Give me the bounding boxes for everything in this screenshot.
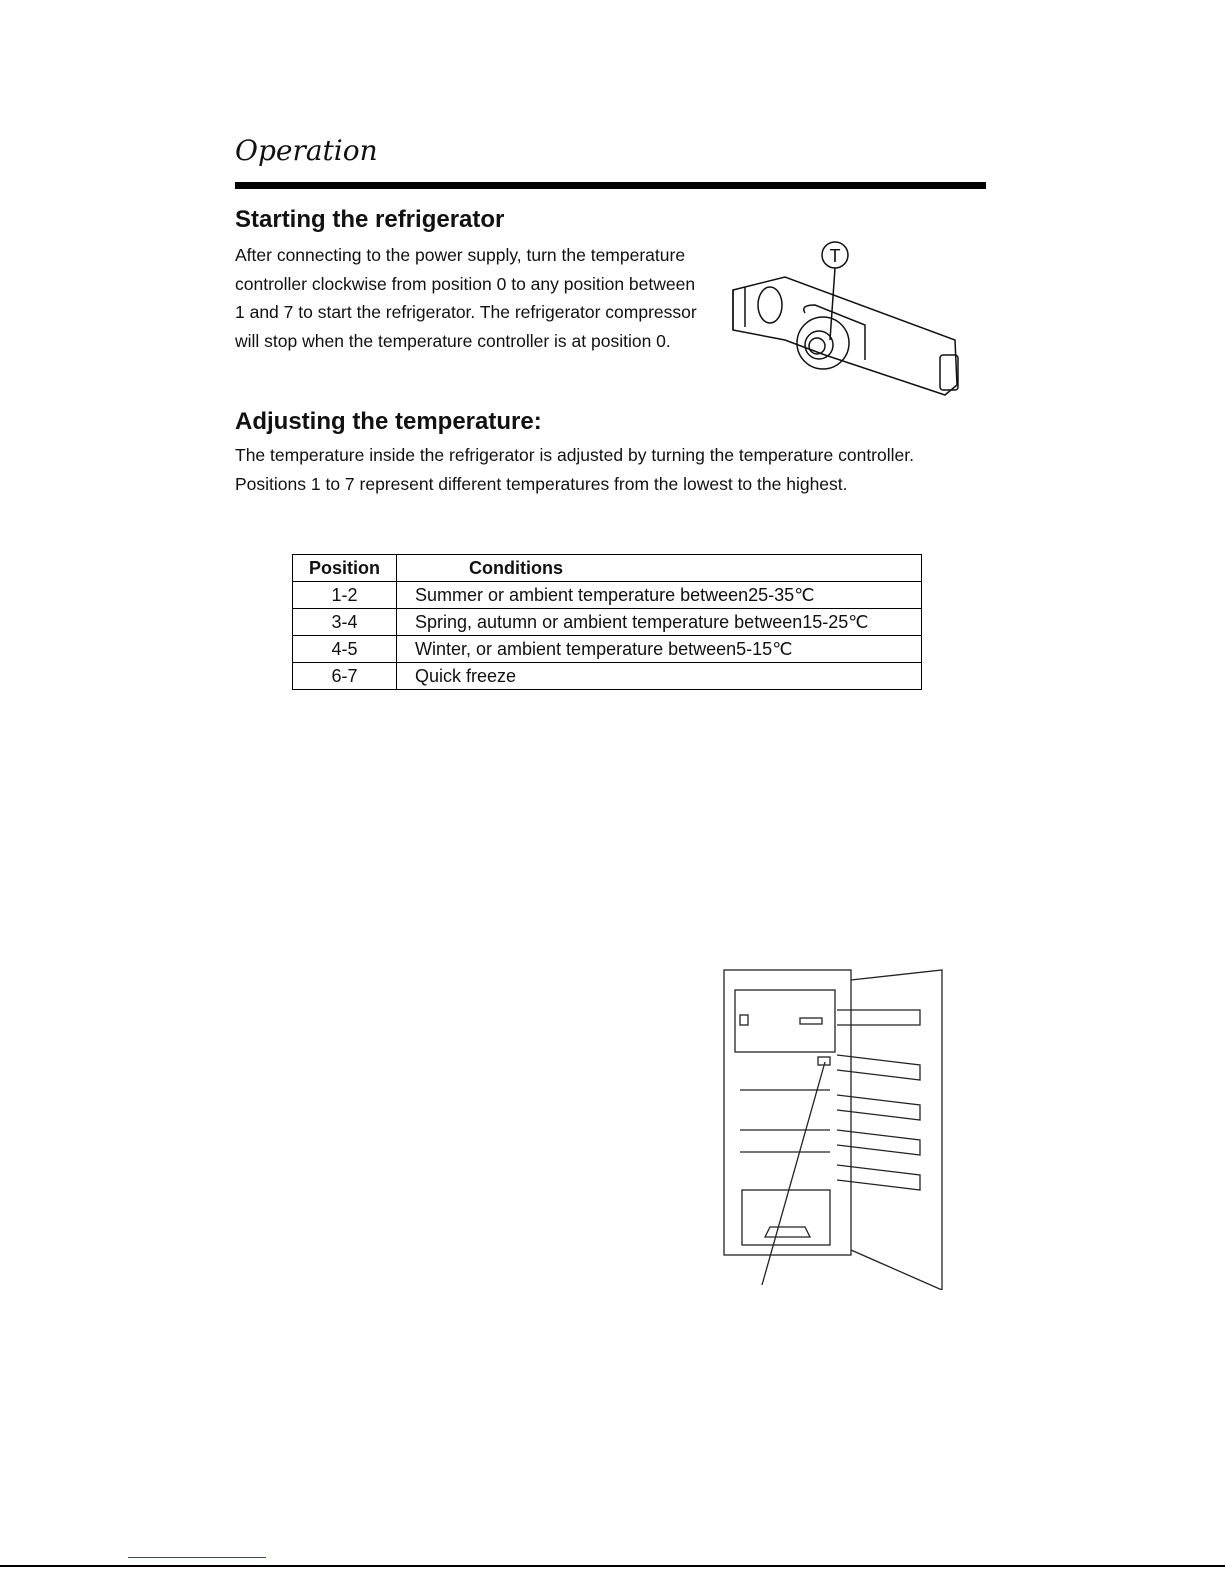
refrigerator-figure — [720, 965, 950, 1290]
section-title: Operation — [235, 134, 378, 167]
table-row — [293, 636, 922, 663]
title-rule — [235, 182, 986, 189]
header-position: Position — [293, 555, 397, 582]
footer-link-underline — [128, 1557, 266, 1558]
header-conditions: Conditions — [397, 555, 922, 582]
table-row — [293, 663, 922, 690]
adjusting-body: The temperature inside the refrigerator is adjusted by turning the temperature controller. Positions 1 to 7 represent different temperatures from the lowest to the highest. — [235, 445, 914, 494]
starting-body: After connecting to the power supply, turn the temperature controller clockwise from position 0 to any position between 1 and 7 to start the refrigerator. The refrigerator compressor will stop when the temperature controller is at position 0. — [235, 245, 697, 351]
cell-condition: Summer or ambient temperature between25-35℃ — [397, 582, 922, 609]
table-row — [293, 609, 922, 636]
cell-condition: Quick freeze — [397, 663, 922, 690]
heading-starting: Starting the refrigerator — [235, 206, 505, 233]
temperature-controller-figure — [725, 235, 970, 400]
cell-position: 3-4 — [293, 609, 397, 636]
heading-adjusting: Adjusting the temperature: — [235, 408, 542, 435]
footer-rule — [0, 1565, 1225, 1567]
cell-position: 6-7 — [293, 663, 397, 690]
cell-condition: Winter, or ambient temperature between5-15℃ — [397, 636, 922, 663]
figure-label: T — [829, 246, 841, 266]
table-row — [293, 582, 922, 609]
cell-condition: Spring, autumn or ambient temperature between15-25℃ — [397, 609, 922, 636]
cell-position: 1-2 — [293, 582, 397, 609]
cell-position: 4-5 — [293, 636, 397, 663]
table-header-row — [293, 555, 922, 582]
position-conditions-table — [292, 554, 922, 690]
